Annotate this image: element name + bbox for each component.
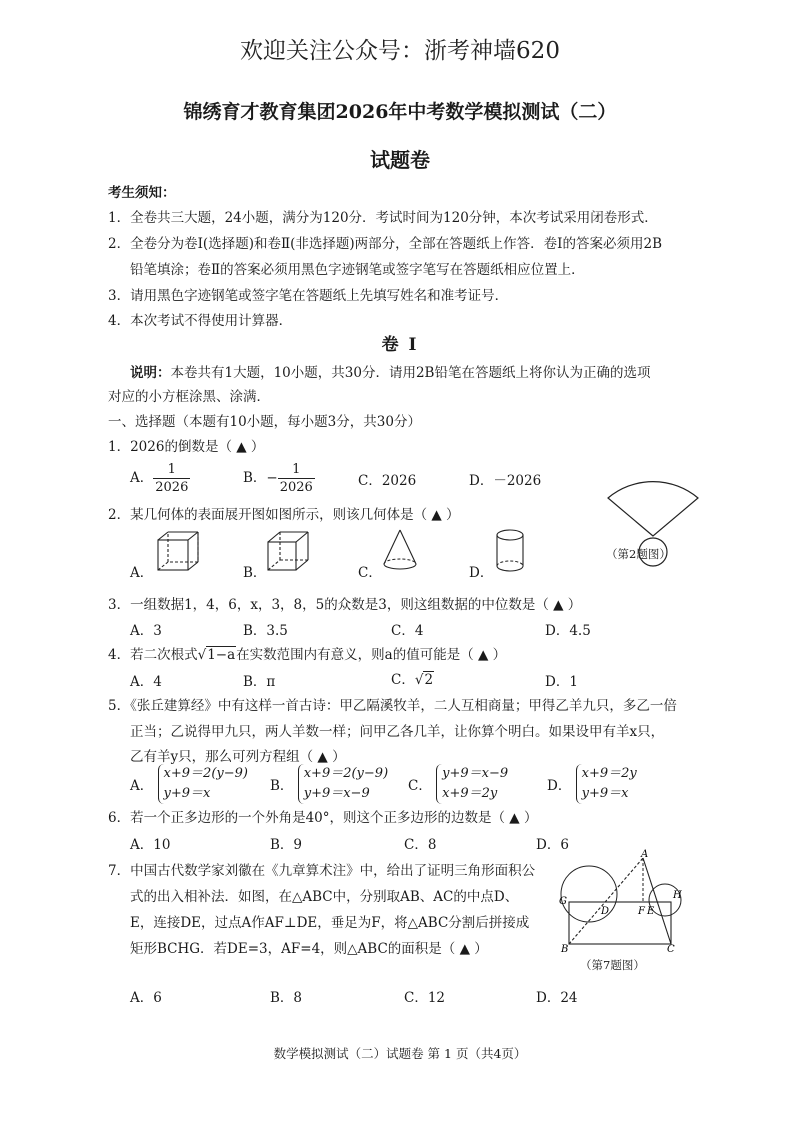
q5-option-c	[408, 764, 508, 804]
watermark: 欢迎关注公众号：浙考神墙620	[240, 38, 560, 64]
q2-caption: （第2题图）	[606, 547, 671, 561]
exam-subtitle: 试题卷	[370, 148, 430, 172]
q6-stem: 6．若一个正多边形的一个外角是40°，则这个正多边形的边数是（ ▲ ）	[108, 810, 538, 826]
q1-option-a	[130, 461, 190, 496]
label-f: F	[638, 906, 645, 917]
q6-option-d: D．6	[536, 837, 569, 853]
q7-option-c: C．12	[404, 990, 446, 1006]
q3-option-d: D．4.5	[545, 623, 591, 639]
option-label: A．	[130, 470, 154, 486]
q4-stem: 4．若二次根式√1−a在实数范围内有意义，则a的值可能是（ ▲ ）	[108, 647, 507, 663]
page-footer: 数学模拟测试（二）试题卷 第 1 页（共4页）	[273, 1046, 527, 1061]
q2-option-d: D．	[469, 565, 494, 581]
denominator: 2026	[155, 480, 189, 495]
q2-option-c: C．	[358, 565, 382, 581]
equation: x+9＝2(y−9)	[303, 766, 389, 781]
equation-system	[158, 764, 248, 804]
label-c: C	[667, 944, 675, 955]
label-h: H	[673, 890, 682, 901]
q4-option-b: B．π	[243, 674, 276, 690]
q7-line2: 式的出入相补法．如图，在△ABC中，分别取AB、AC的中点D、	[130, 889, 519, 905]
q3-option-c: C．4	[391, 623, 424, 639]
equation: y+9＝x−9	[442, 766, 509, 781]
q2-option-b: B．	[243, 565, 267, 581]
q4-option-d: D．1	[545, 674, 578, 690]
label-g: G	[559, 896, 567, 907]
q4-stem-post: 在实数范围内有意义，则a的值可能是（ ▲ ）	[236, 647, 507, 663]
label-b: B	[561, 944, 569, 955]
q7-line3: E，连接DE，过点A作AF⊥DE，垂足为F，将△ABC分割后拼接成	[130, 915, 530, 931]
numerator: 1	[278, 461, 315, 479]
notice-heading: 考生须知：	[108, 185, 176, 201]
q3-stem: 3．一组数据1，4，6，x，3，8，5的众数是3，则这组数据的中位数是（ ▲ ）	[108, 597, 582, 613]
q6-option-b: B．9	[270, 837, 303, 853]
equation: y+9＝x	[581, 786, 629, 801]
notice-item: 1．全卷共三大题，24小题，满分为120分．考试时间为120分钟，本次考试采用闭卷形式．	[108, 210, 658, 226]
q4-option-c: C．√2	[391, 672, 434, 688]
q7-figure	[555, 849, 705, 955]
option-label: C．	[408, 778, 432, 794]
q2-option-a: A．	[130, 565, 154, 581]
notice-item: 4．本次考试不得使用计算器．	[108, 313, 293, 329]
q5-line1: 5．《张丘建算经》中有这样一首古诗：甲乙隔溪牧羊，二人互相商量；甲得乙羊九只，多乙一倍	[108, 698, 677, 714]
instructions-line1	[130, 361, 650, 381]
q5-line3: 乙有羊y只，那么可列方程组（ ▲ ）	[130, 749, 346, 765]
instructions-label: 说明：	[130, 365, 171, 381]
q1-stem: 1．2026的倒数是（ ▲ ）	[108, 439, 265, 455]
q7-line4: 矩形BCHG．若DE=3，AF=4，则△ABC的面积是（ ▲ ）	[130, 941, 488, 957]
cone-icon	[380, 528, 420, 574]
cylinder-icon	[494, 528, 528, 574]
q6-option-c: C．8	[404, 837, 437, 853]
radicand: 1−a	[207, 647, 236, 663]
q7-caption: （第7题图）	[580, 958, 645, 972]
q5-option-d	[547, 764, 637, 804]
denominator: 2026	[279, 480, 313, 495]
exam-title: 锦绣育才教育集团2026年中考数学模拟测试（二）	[183, 101, 617, 123]
equation: x+9＝2(y−9)	[163, 766, 248, 781]
label-a: A	[641, 849, 649, 860]
option-label: B．	[270, 778, 294, 794]
minus-sign: −	[266, 470, 278, 486]
fraction	[278, 461, 315, 496]
q1-option-b	[243, 461, 315, 496]
equation: y+9＝x−9	[303, 786, 370, 801]
q1-option-d: D．－2026	[469, 473, 542, 489]
option-label: A．	[130, 778, 154, 794]
option-label: C．	[391, 672, 415, 688]
equation: y+9＝x	[163, 786, 211, 801]
prism-icon	[266, 530, 312, 572]
notice-item: 铅笔填涂；卷Ⅱ的答案必须用黑色字迹钢笔或签字笔写在答题纸相应位置上．	[130, 262, 585, 278]
q4-stem-pre: 4．若二次根式	[108, 647, 198, 663]
radicand: 2	[424, 672, 434, 688]
q7-option-a: A．6	[130, 990, 162, 1006]
q3-option-b: B．3.5	[243, 623, 288, 639]
q7-option-b: B．8	[270, 990, 303, 1006]
fraction	[153, 461, 190, 496]
instructions-line2: 对应的小方框涂黑、涂满．	[108, 389, 270, 405]
label-d: D	[601, 906, 610, 917]
q6-option-a: A．10	[130, 837, 171, 853]
q7-line1: 7．中国古代数学家刘徽在《九章算术注》中，给出了证明三角形面积公	[108, 863, 536, 879]
option-label: D．	[547, 778, 572, 794]
side-ac	[643, 858, 671, 944]
notice-item: 2．全卷分为卷Ⅰ(选择题)和卷Ⅱ(非选择题)两部分，全部在答题纸上作答．卷Ⅰ的答案必须用2B	[108, 236, 663, 252]
q5-option-b	[270, 764, 388, 804]
q4-option-a: A．4	[130, 674, 162, 690]
q3-option-a: A．3	[130, 623, 162, 639]
equation-system	[298, 764, 388, 804]
section-heading: 卷 Ⅰ	[381, 335, 419, 355]
q7-option-d: D．24	[536, 990, 578, 1006]
label-e: E	[647, 906, 655, 917]
numerator: 1	[153, 461, 190, 479]
q5-line2: 正当；乙说得甲九只，两人羊数一样；问甲乙各几羊，让你算个明白。如果设甲有羊x只，	[130, 724, 665, 740]
option-label: B．	[243, 470, 267, 486]
part1-heading: 一、选择题（本题有10小题，每小题3分，共30分）	[108, 414, 421, 430]
sector-shape	[608, 482, 698, 536]
equation: x+9＝2y	[581, 766, 637, 781]
q1-option-c: C．2026	[358, 473, 417, 489]
side-ab	[569, 858, 643, 944]
instructions-text: 本卷共有1大题，10小题，共30分．请用2B铅笔在答题纸上将你认为正确的选项	[170, 365, 651, 381]
q2-stem: 2．某几何体的表面展开图如图所示，则该几何体是（ ▲ ）	[108, 507, 460, 523]
notice-item: 3．请用黑色字迹钢笔或签字笔在答题纸上先填写姓名和准考证号．	[108, 288, 509, 304]
q5-option-a	[130, 764, 248, 804]
equation: x+9＝2y	[442, 786, 498, 801]
equation-system	[576, 764, 637, 804]
equation-system	[436, 764, 508, 804]
rectangle-bchg	[569, 902, 671, 944]
cube-icon	[156, 530, 202, 572]
